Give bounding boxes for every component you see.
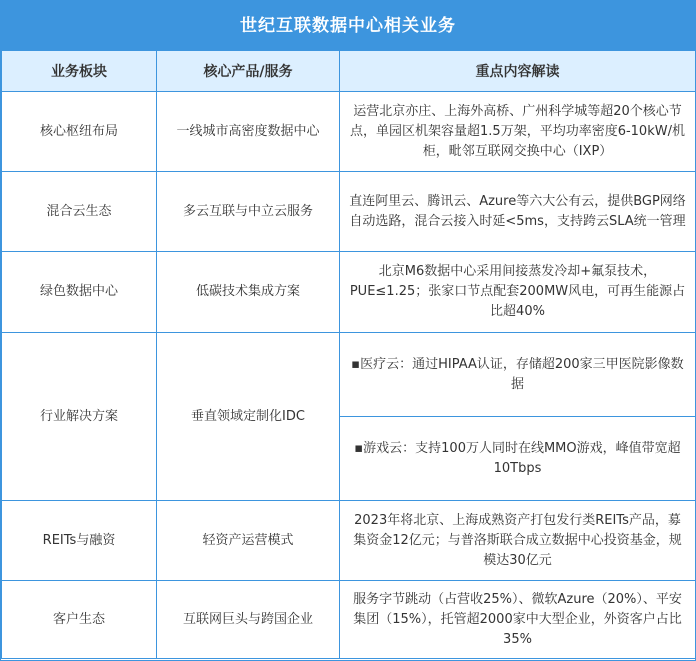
header-sector: 业务板块 (2, 51, 157, 92)
cell-sector: 混合云生态 (2, 172, 157, 252)
table-row (2, 333, 696, 417)
cell-sector: REITs与融资 (2, 501, 157, 581)
table-row (2, 501, 696, 581)
business-table (1, 51, 696, 659)
cell-desc: 服务字节跳动（占营收25%）、微软Azure（20%）、平安集团（15%），托管超2000家中大型企业，外资客户占比35% (340, 581, 696, 659)
cell-product: 垂直领域定制化IDC (157, 333, 340, 501)
table-title: 世纪互联数据中心相关业务 (1, 1, 695, 51)
cell-product: 互联网巨头与跨国企业 (157, 581, 340, 659)
cell-sector: 核心枢纽布局 (2, 92, 157, 172)
table-row (2, 172, 696, 252)
cell-desc: ▪医疗云：通过HIPAA认证，存储超200家三甲医院影像数据 (340, 333, 696, 417)
cell-sector: 客户生态 (2, 581, 157, 659)
cell-desc: ▪游戏云：支持100万人同时在线MMO游戏，峰值带宽超10Tbps (340, 417, 696, 501)
cell-desc: 2023年将北京、上海成熟资产打包发行类REITs产品，募集资金12亿元；与普洛斯联合成立数据中心投资基金，规模达30亿元 (340, 501, 696, 581)
cell-product: 低碳技术集成方案 (157, 252, 340, 333)
table-row (2, 92, 696, 172)
table-row (2, 581, 696, 659)
cell-product: 轻资产运营模式 (157, 501, 340, 581)
cell-desc: 运营北京亦庄、上海外高桥、广州科学城等超20个核心节点，单园区机架容量超1.5万架，平均功率密度6-10kW/机柜，毗邻互联网交换中心（IXP） (340, 92, 696, 172)
cell-desc: 直连阿里云、腾讯云、Azure等六大公有云，提供BGP网络自动选路，混合云接入时延<5ms，支持跨云SLA统一管理 (340, 172, 696, 252)
table-row (2, 252, 696, 333)
header-product: 核心产品/服务 (157, 51, 340, 92)
cell-product: 一线城市高密度数据中心 (157, 92, 340, 172)
cell-product: 多云互联与中立云服务 (157, 172, 340, 252)
header-row (2, 51, 696, 92)
header-desc: 重点内容解读 (340, 51, 696, 92)
cell-desc: 北京M6数据中心采用间接蒸发冷却+氟泵技术，PUE≤1.25；张家口节点配套200MW风电，可再生能源占比超40% (340, 252, 696, 333)
cell-sector: 绿色数据中心 (2, 252, 157, 333)
cell-sector: 行业解决方案 (2, 333, 157, 501)
